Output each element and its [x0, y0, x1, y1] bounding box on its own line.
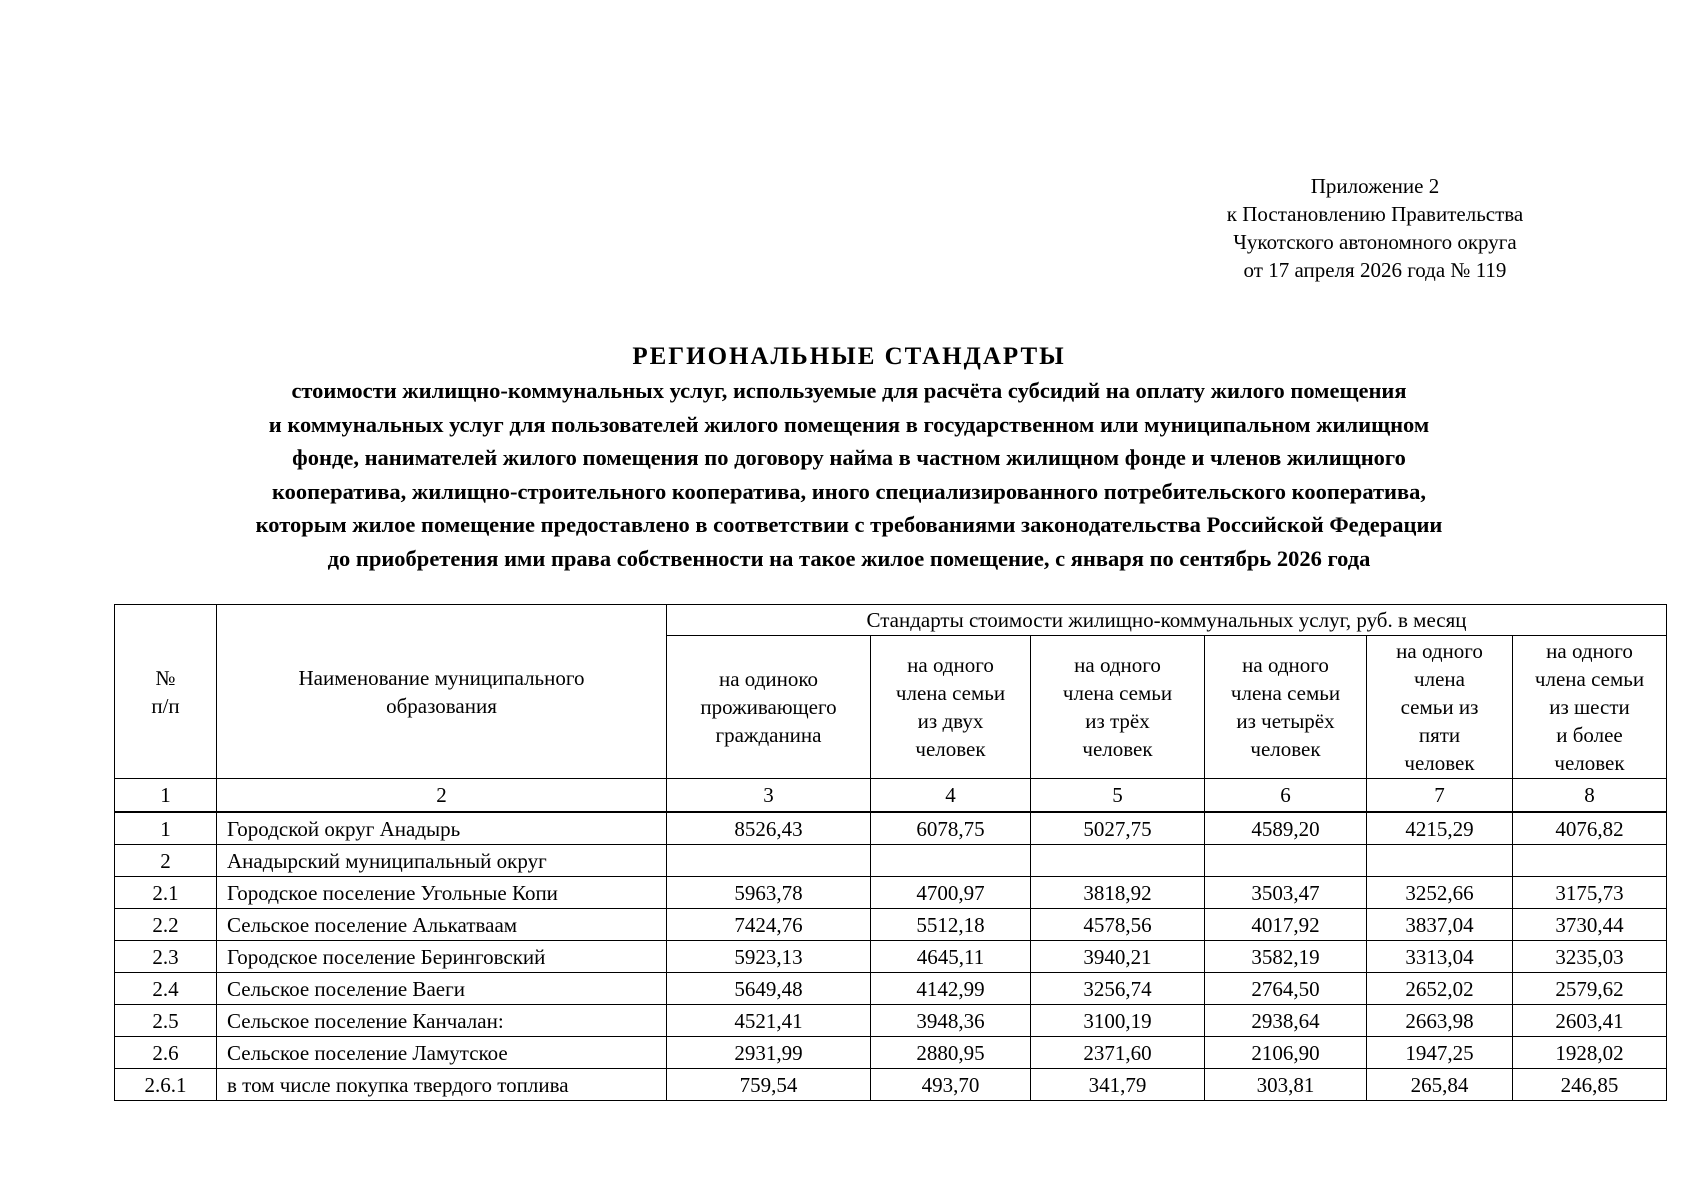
- appendix-line: от 17 апреля 2026 года № 119: [1243, 258, 1507, 282]
- header-line: на одного: [1242, 653, 1329, 677]
- header-household-6: [1513, 636, 1667, 779]
- table-row: [115, 812, 1667, 845]
- header-household-5: [1367, 636, 1513, 779]
- header-line: члена семьи: [1230, 681, 1341, 705]
- cost-value: 3940,21: [1031, 941, 1205, 973]
- cost-value: [667, 845, 871, 877]
- header-line: человек: [1250, 737, 1321, 761]
- appendix-block: [1100, 172, 1650, 284]
- row-number: 2.4: [115, 973, 217, 1005]
- cost-value: 265,84: [1367, 1069, 1513, 1101]
- header-line: члена семьи: [1062, 681, 1173, 705]
- header-number: № п/п: [115, 605, 217, 779]
- cost-value: 4076,82: [1513, 812, 1667, 845]
- cost-value: 4215,29: [1367, 812, 1513, 845]
- column-number: 7: [1367, 779, 1513, 813]
- standards-table: [114, 604, 1667, 1101]
- header-line: из шести: [1549, 695, 1630, 719]
- cost-value: [1367, 845, 1513, 877]
- municipality-name: Анадырский муниципальный округ: [217, 845, 667, 877]
- header-line: из четырёх: [1236, 709, 1335, 733]
- table-row: [115, 941, 1667, 973]
- header-household-1: [667, 636, 871, 779]
- header-line: и более: [1556, 723, 1623, 747]
- header-line: из трёх: [1085, 709, 1150, 733]
- header-line: семьи из: [1400, 695, 1479, 719]
- municipality-name: Городской округ Анадырь: [217, 812, 667, 845]
- cost-value: 759,54: [667, 1069, 871, 1101]
- column-number: 8: [1513, 779, 1667, 813]
- header-line: на одиноко: [718, 667, 818, 691]
- cost-value: 5923,13: [667, 941, 871, 973]
- cost-value: [1205, 845, 1367, 877]
- cost-value: 2652,02: [1367, 973, 1513, 1005]
- appendix-line: к Постановлению Правительства: [1226, 202, 1524, 226]
- cost-value: 5027,75: [1031, 812, 1205, 845]
- header-line: члена семьи: [1534, 667, 1645, 691]
- header-line: человек: [1554, 751, 1625, 775]
- header-line: человек: [1404, 751, 1475, 775]
- cost-value: 4142,99: [871, 973, 1031, 1005]
- header-line: члена: [1414, 667, 1465, 691]
- cost-value: 4645,11: [871, 941, 1031, 973]
- header-line: человек: [915, 737, 986, 761]
- cost-value: 4700,97: [871, 877, 1031, 909]
- header-line: пяти: [1418, 723, 1461, 747]
- header-line: на одного: [1546, 639, 1633, 663]
- row-number: 2.3: [115, 941, 217, 973]
- document-subtitle-line: кооператива, жилищно-строительного кооператива, иного специализированного потребительского кооператива,: [271, 478, 1427, 504]
- header-line: на одного: [1074, 653, 1161, 677]
- cost-value: 3582,19: [1205, 941, 1367, 973]
- document-title: РЕГИОНАЛЬНЫЕ СТАНДАРТЫ: [632, 343, 1066, 370]
- cost-value: 2663,98: [1367, 1005, 1513, 1037]
- cost-value: 2938,64: [1205, 1005, 1367, 1037]
- cost-value: 3175,73: [1513, 877, 1667, 909]
- header-line: гражданина: [715, 723, 822, 747]
- cost-value: 3313,04: [1367, 941, 1513, 973]
- cost-value: 2603,41: [1513, 1005, 1667, 1037]
- cost-value: 8526,43: [667, 812, 871, 845]
- row-number: 2.1: [115, 877, 217, 909]
- header-household-4: [1205, 636, 1367, 779]
- cost-value: 2106,90: [1205, 1037, 1367, 1069]
- appendix-line: Приложение 2: [1310, 174, 1440, 198]
- cost-value: [1513, 845, 1667, 877]
- header-line: проживающего: [700, 695, 837, 719]
- row-number: 2.6.1: [115, 1069, 217, 1101]
- column-number: 5: [1031, 779, 1205, 813]
- document-subtitle-line: которым жилое помещение предоставлено в соответствии с требованиями законодательства Российской Федерации: [255, 512, 1443, 537]
- document-subtitle-line: фонде, нанимателей жилого помещения по договору найма в частном жилищном фонде и членов жилищного: [292, 445, 1406, 470]
- row-number: 2.2: [115, 909, 217, 941]
- header-household-3: [1031, 636, 1205, 779]
- row-number: 2.5: [115, 1005, 217, 1037]
- cost-value: 3730,44: [1513, 909, 1667, 941]
- row-number: 2: [115, 845, 217, 877]
- column-number: 4: [871, 779, 1031, 813]
- cost-value: 3235,03: [1513, 941, 1667, 973]
- header-line: на одного: [907, 653, 994, 677]
- cost-value: 341,79: [1031, 1069, 1205, 1101]
- cost-value: 3252,66: [1367, 877, 1513, 909]
- document-subtitle-line: стоимости жилищно-коммунальных услуг, используемые для расчёта субсидий на оплату жилого помещения: [291, 378, 1407, 403]
- cost-value: 493,70: [871, 1069, 1031, 1101]
- column-number: 6: [1205, 779, 1367, 813]
- document-subtitle-line: до приобретения ими права собственности на такое жилое помещение, с января по сентябрь 2026 года: [327, 545, 1371, 571]
- row-number: 1: [115, 812, 217, 845]
- table-row: [115, 1069, 1667, 1101]
- cost-value: 4521,41: [667, 1005, 871, 1037]
- header-municipality-name: Наименование муниципального образования: [217, 605, 667, 779]
- cost-value: 4017,92: [1205, 909, 1367, 941]
- header-household-2: [871, 636, 1031, 779]
- cost-value: 3818,92: [1031, 877, 1205, 909]
- header-line: человек: [1082, 737, 1153, 761]
- column-number: 1: [115, 779, 217, 813]
- header-cost-standards-group: Стандарты стоимости жилищно-коммунальных услуг, руб. в месяц: [667, 605, 1667, 636]
- cost-value: 3948,36: [871, 1005, 1031, 1037]
- cost-value: 1947,25: [1367, 1037, 1513, 1069]
- cost-value: 4578,56: [1031, 909, 1205, 941]
- municipality-name: Городское поселение Беринговский: [217, 941, 667, 973]
- cost-value: 3100,19: [1031, 1005, 1205, 1037]
- cost-value: 1928,02: [1513, 1037, 1667, 1069]
- header-line: на одного: [1396, 639, 1483, 663]
- cost-value: 5963,78: [667, 877, 871, 909]
- table-row: [115, 845, 1667, 877]
- municipality-name: Сельское поселение Алькатваам: [217, 909, 667, 941]
- table-row: [115, 973, 1667, 1005]
- municipality-name: Сельское поселение Ламутское: [217, 1037, 667, 1069]
- cost-value: 3256,74: [1031, 973, 1205, 1005]
- cost-value: 5649,48: [667, 973, 871, 1005]
- cost-value: 3503,47: [1205, 877, 1367, 909]
- column-number: 2: [217, 779, 667, 813]
- document-heading: [0, 340, 1698, 575]
- table-row: [115, 909, 1667, 941]
- cost-value: 246,85: [1513, 1069, 1667, 1101]
- header-line: из двух: [917, 709, 984, 733]
- table-row: [115, 877, 1667, 909]
- cost-value: 7424,76: [667, 909, 871, 941]
- column-number: 3: [667, 779, 871, 813]
- row-number: 2.6: [115, 1037, 217, 1069]
- cost-value: 2931,99: [667, 1037, 871, 1069]
- document-subtitle-line: и коммунальных услуг для пользователей жилого помещения в государственном или муниципальном жилищном: [268, 411, 1430, 437]
- municipality-name: Сельское поселение Ваеги: [217, 973, 667, 1005]
- cost-value: 2880,95: [871, 1037, 1031, 1069]
- cost-value: 303,81: [1205, 1069, 1367, 1101]
- cost-value: [871, 845, 1031, 877]
- cost-value: 4589,20: [1205, 812, 1367, 845]
- municipality-name: Городское поселение Угольные Копи: [217, 877, 667, 909]
- cost-value: 2764,50: [1205, 973, 1367, 1005]
- cost-value: 2579,62: [1513, 973, 1667, 1005]
- cost-value: [1031, 845, 1205, 877]
- table-row: [115, 1005, 1667, 1037]
- table-row: [115, 1037, 1667, 1069]
- municipality-name: Сельское поселение Канчалан:: [217, 1005, 667, 1037]
- municipality-name: в том числе покупка твердого топлива: [217, 1069, 667, 1101]
- appendix-line: Чукотского автономного округа: [1233, 230, 1517, 254]
- header-line: члена семьи: [895, 681, 1006, 705]
- cost-value: 2371,60: [1031, 1037, 1205, 1069]
- cost-value: 6078,75: [871, 812, 1031, 845]
- cost-value: 5512,18: [871, 909, 1031, 941]
- cost-value: 3837,04: [1367, 909, 1513, 941]
